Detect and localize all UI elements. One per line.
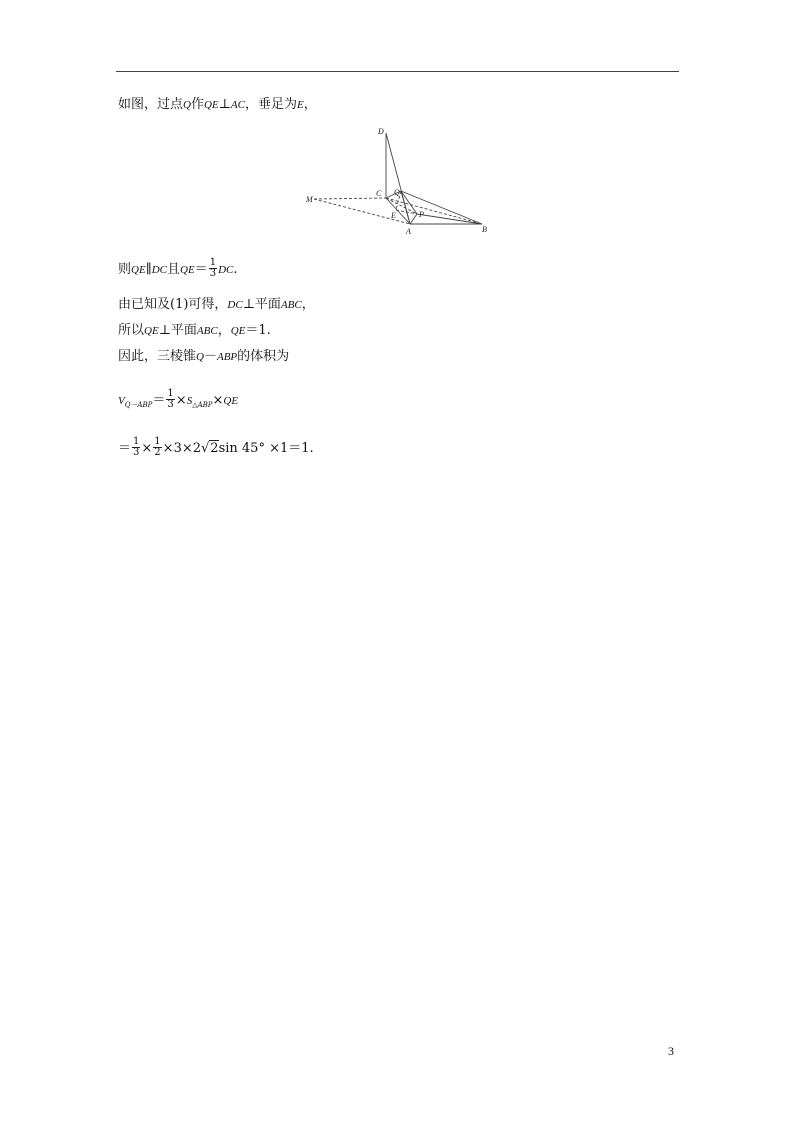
label-Q: Q — [394, 188, 400, 197]
edge-CB — [386, 198, 482, 224]
text-line-2: 则QE∥DC且QE＝ $\frac{1}{3}$ DC. — [118, 257, 238, 279]
edge-PA — [410, 214, 417, 224]
volume-formula: $V_{Q-ABP}=$ $\frac{1}{3}$ $\times S_{\triangle ABP}\times QE$ — [118, 388, 239, 410]
label-M: M — [306, 195, 313, 204]
label-D: D — [378, 127, 384, 136]
label-C: C — [376, 189, 382, 198]
page-number: 3 — [668, 1044, 674, 1058]
label-A: A — [406, 227, 411, 236]
text-line-4: 所以QE⊥平面ABC，QE＝1. — [118, 323, 271, 338]
label-P: P — [419, 210, 424, 219]
text-line-1: 如图，过点Q作QE⊥AC，垂足为E， — [118, 97, 317, 112]
label-E: E — [391, 211, 396, 220]
header-rule — [116, 71, 679, 72]
label-B: B — [482, 225, 487, 234]
fraction-one-half: $\frac{1}{2}$ — [154, 436, 161, 458]
geometry-figure — [300, 124, 500, 239]
fraction-one-third: $\frac{1}{3}$ — [209, 257, 217, 279]
fraction-one-third: $\frac{1}{3}$ — [133, 436, 140, 458]
edge-MC — [314, 198, 386, 199]
text-line-3: 由已知及(1)可得，DC⊥平面ABC， — [118, 297, 315, 312]
volume-computation: ＝ $\frac{1}{3}$ × $\frac{1}{2}$ ×3×2√2sin 45° ×1＝1. — [118, 436, 314, 458]
fraction-one-third: $\frac{1}{3}$ — [167, 388, 174, 410]
text-line-5: 因此，三棱锥Q－ABP的体积为 — [118, 349, 290, 364]
